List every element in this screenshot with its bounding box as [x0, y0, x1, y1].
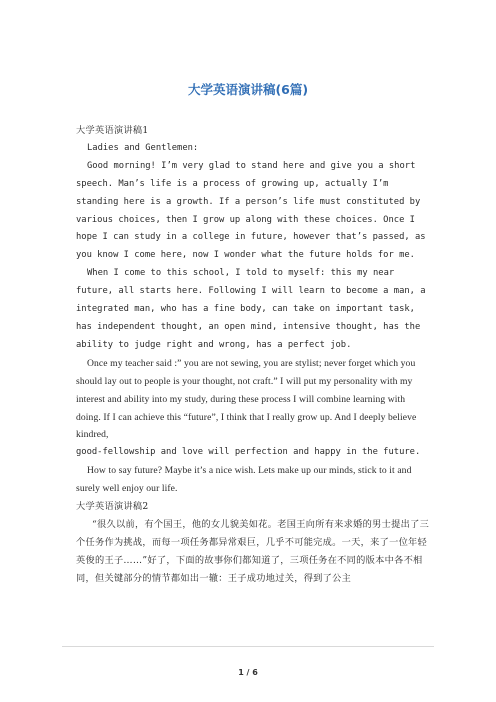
paragraph-salutation: Ladies and Gentlemen: [87, 142, 199, 153]
footer-divider [62, 646, 434, 647]
paragraph: How to say future? Maybe it’s a nice wish. Lets make up our minds, stick to it and surely well enjoy our life. [76, 465, 412, 495]
section-heading: 大学英语演讲稿2 [76, 501, 149, 513]
paragraph: good-fellowship and love will perfection and happy in the future. [76, 447, 421, 458]
paragraph: Once my teacher said :” you are not sewing, you are stylist; never forget which you should lay out to people is your thought, not craft.” I will put my personality with my interest and ability into my study, during these process I will combine learning with doing. If I can achieve this “future”, I think that I really grow up. And I deeply believe kindred, [76, 357, 417, 441]
document-body [76, 122, 432, 588]
paragraph: “很久以前，有个国王，他的女儿貌美如花。老国王向所有来求婚的男士提出了三个任务作为挑战，而每一项任务都异常艰巨，几乎不可能完成。一天，来了一位年轻英俊的王子……”好了，下面的故事你们都知道了，三项任务在不同的版本中各不相同，但关键部分的情节都如出一辙：王子成功地过关，得到了公主 [76, 518, 430, 584]
section-heading: 大学英语演讲稿1 [76, 125, 149, 136]
page-number: 1 / 6 [238, 668, 258, 677]
paragraph: Good morning! I’m very glad to stand here and give you a short speech. Man’s life is a process of growing up, actually I’m standing here is a growth. If a person’s life must constituted by various choices, then I grow up along with these choices. Once I hope I can study in a college in future, however that’s passed, as you know I come here, now I wonder what the future holds for me. [76, 160, 426, 261]
document-title: 大学英语演讲稿(6篇) [187, 82, 309, 97]
paragraph: When I come to this school, I told to myself: this my near future, all starts here. Following I will learn to become a man, a integrated man, who has a fine body, can take on important task, has independent thought, an open mind, intensive thought, has the ability to judge right and wrong, has a perfect job. [76, 268, 426, 350]
